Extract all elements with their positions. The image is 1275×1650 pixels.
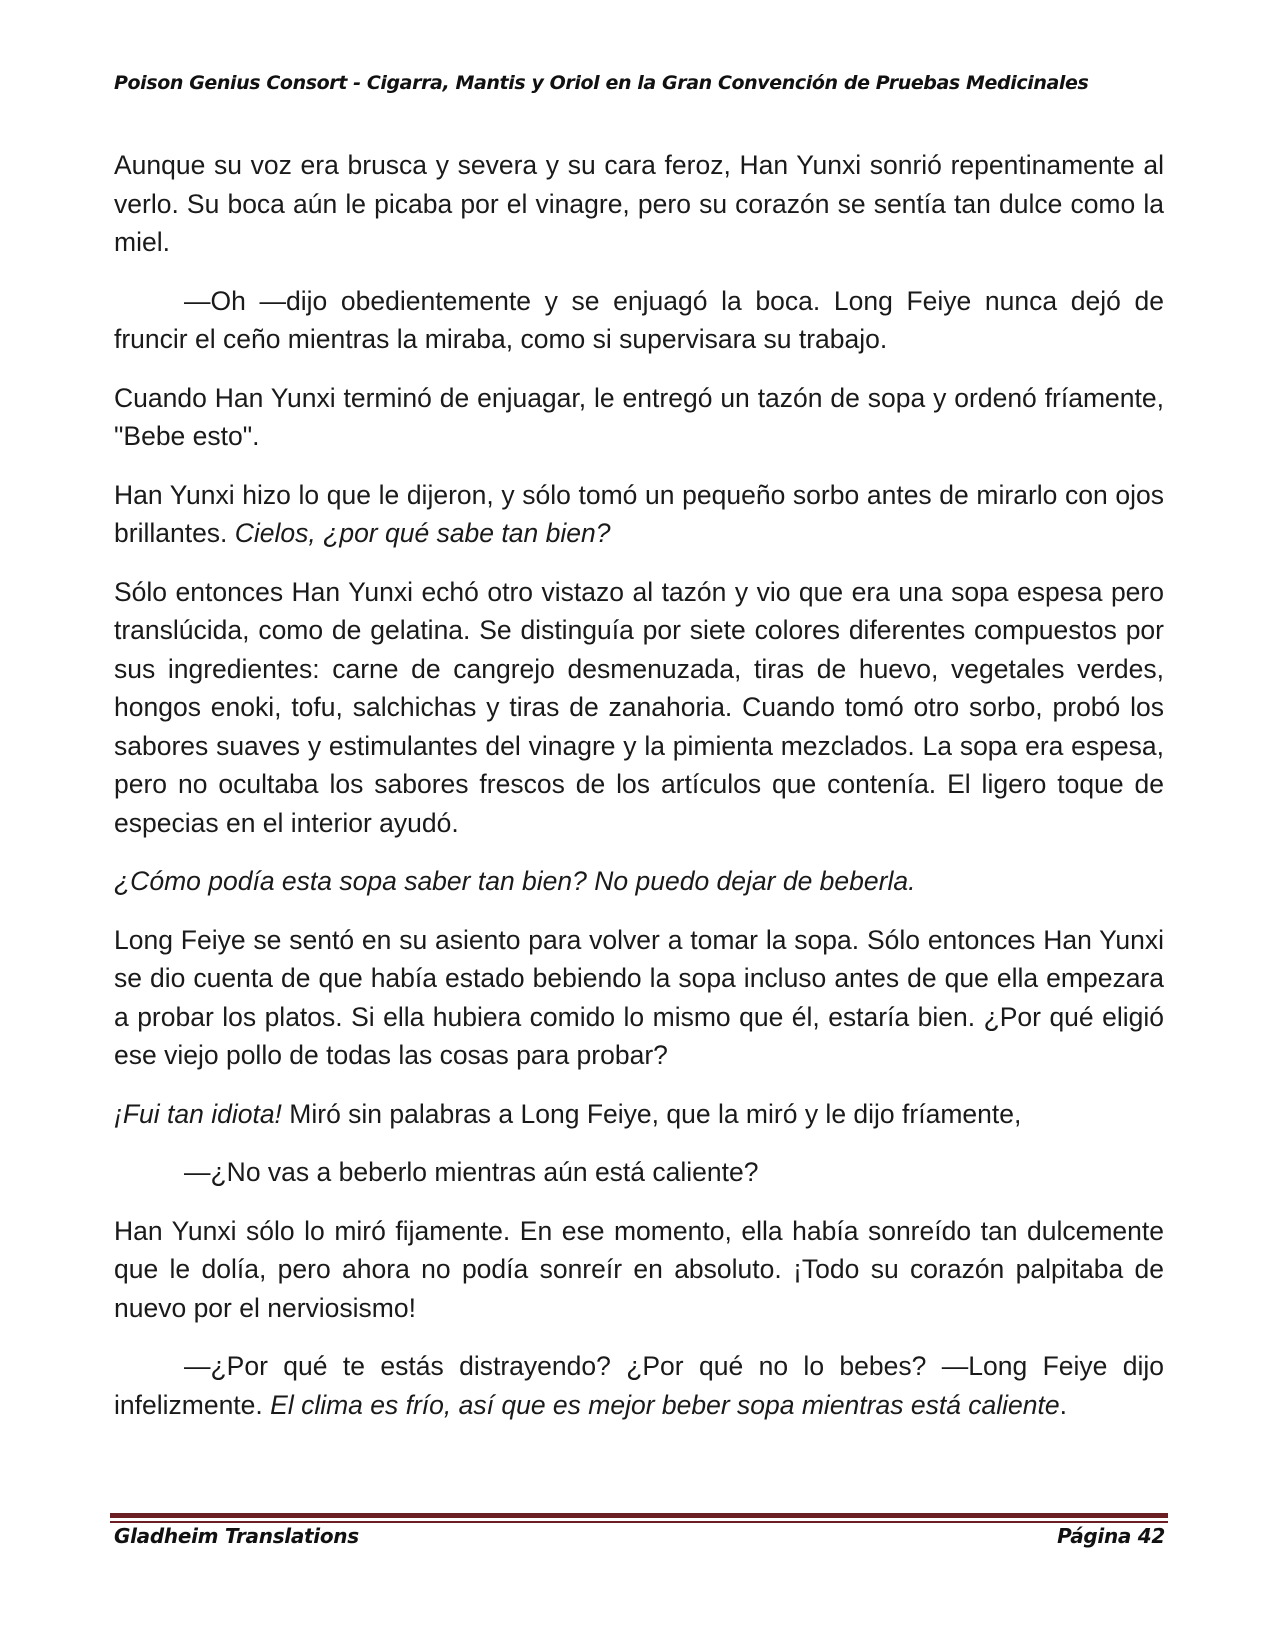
dialog-paragraph <box>114 282 1164 359</box>
paragraph <box>114 1095 1164 1134</box>
page-header-title: Poison Genius Consort - Cigarra, Mantis y Oriol en la Gran Convención de Pruebas Medicinales <box>114 72 1089 94</box>
paragraph-text: Cuando Han Yunxi terminó de enjuagar, le entregó un tazón de sopa y ordenó fríamente, "Bebe esto". <box>114 382 1164 451</box>
footer-rule-thick <box>110 1513 1168 1518</box>
paragraph-text: —¿Por qué te estás distrayendo? ¿Por qué no lo bebes? —Long Feiye dijo infelizmente. <box>114 1351 1164 1420</box>
paragraph-text: ¿Cómo podía esta sopa saber tan bien? No puedo dejar de beberla. <box>114 866 916 896</box>
inner-thought-text: ¡Fui tan idiota! <box>114 1098 282 1129</box>
paragraph <box>114 921 1164 1075</box>
footer-rule-thin <box>110 1521 1168 1523</box>
inner-thought-paragraph <box>114 862 1164 901</box>
paragraph-text: Miró sin palabras a Long Feiye, que la miró y le dijo fríamente, <box>281 1098 1022 1129</box>
inner-thought-text: El clima es frío, así que es mejor beber sopa mientras está caliente <box>270 1389 1060 1420</box>
paragraph-text: Long Feiye se sentó en su asiento para volver a tomar la sopa. Sólo entonces Han Yunxi se dio cuenta de que había estado bebiendo la sopa incluso antes de que ella empezara a probar los platos. Si ella hubiera comido lo mismo que él, estaría bien. ¿Por qué eligió ese viejo pollo de todas las cosas para probar? <box>114 924 1164 1070</box>
paragraph <box>114 379 1164 456</box>
paragraph-text: Aunque su voz era brusca y severa y su cara feroz, Han Yunxi sonrió repentinamente al verlo. Su boca aún le picaba por el vinagre, pero su corazón se sentía tan dulce como la miel. <box>114 150 1164 257</box>
dialog-paragraph <box>114 1153 1164 1192</box>
paragraph-text: Sólo entonces Han Yunxi echó otro vistazo al tazón y vio que era una sopa espesa pero translúcida, como de gelatina. Se distinguía por siete colores diferentes compuestos por sus ingredientes: carne de cangrejo desmenuzada, tiras de huevo, vegetales verdes, hongos enoki, tofu, salchichas y tiras de zanahoria. Cuando tomó otro sorbo, probó los sabores suaves y estimulantes del vinagre y la pimienta mezclados. La sopa era espesa, pero no ocultaba los sabores frescos de los artículos que contenía. El ligero toque de especias en el interior ayudó. <box>114 576 1164 838</box>
paragraph-text: . <box>1059 1389 1068 1420</box>
paragraph-text: Han Yunxi hizo lo que le dijeron, y sólo tomó un pequeño sorbo antes de mirarlo con ojos brillantes. <box>114 479 1164 548</box>
document-body <box>114 146 1164 1424</box>
inner-thought-text: Cielos, ¿por qué sabe tan bien? <box>234 518 611 548</box>
page-number: Página 42 <box>1057 1524 1165 1548</box>
paragraph <box>114 476 1164 553</box>
dialog-paragraph <box>114 1347 1164 1424</box>
paragraph <box>114 146 1164 262</box>
paragraph <box>114 1212 1164 1328</box>
paragraph <box>114 573 1164 843</box>
paragraph-text: —¿No vas a beberlo mientras aún está caliente? <box>184 1157 759 1187</box>
paragraph-text: Han Yunxi sólo lo miró fijamente. En ese momento, ella había sonreído tan dulcemente que le dolía, pero ahora no podía sonreír en absoluto. ¡Todo su corazón palpitaba de nuevo por el nerviosismo! <box>114 1215 1164 1323</box>
paragraph-text: —Oh —dijo obedientemente y se enjuagó la boca. Long Feiye nunca dejó de fruncir el ceño mientras la miraba, como si supervisara su trabajo. <box>114 285 1164 354</box>
footer-credit: Gladheim Translations <box>114 1524 359 1548</box>
